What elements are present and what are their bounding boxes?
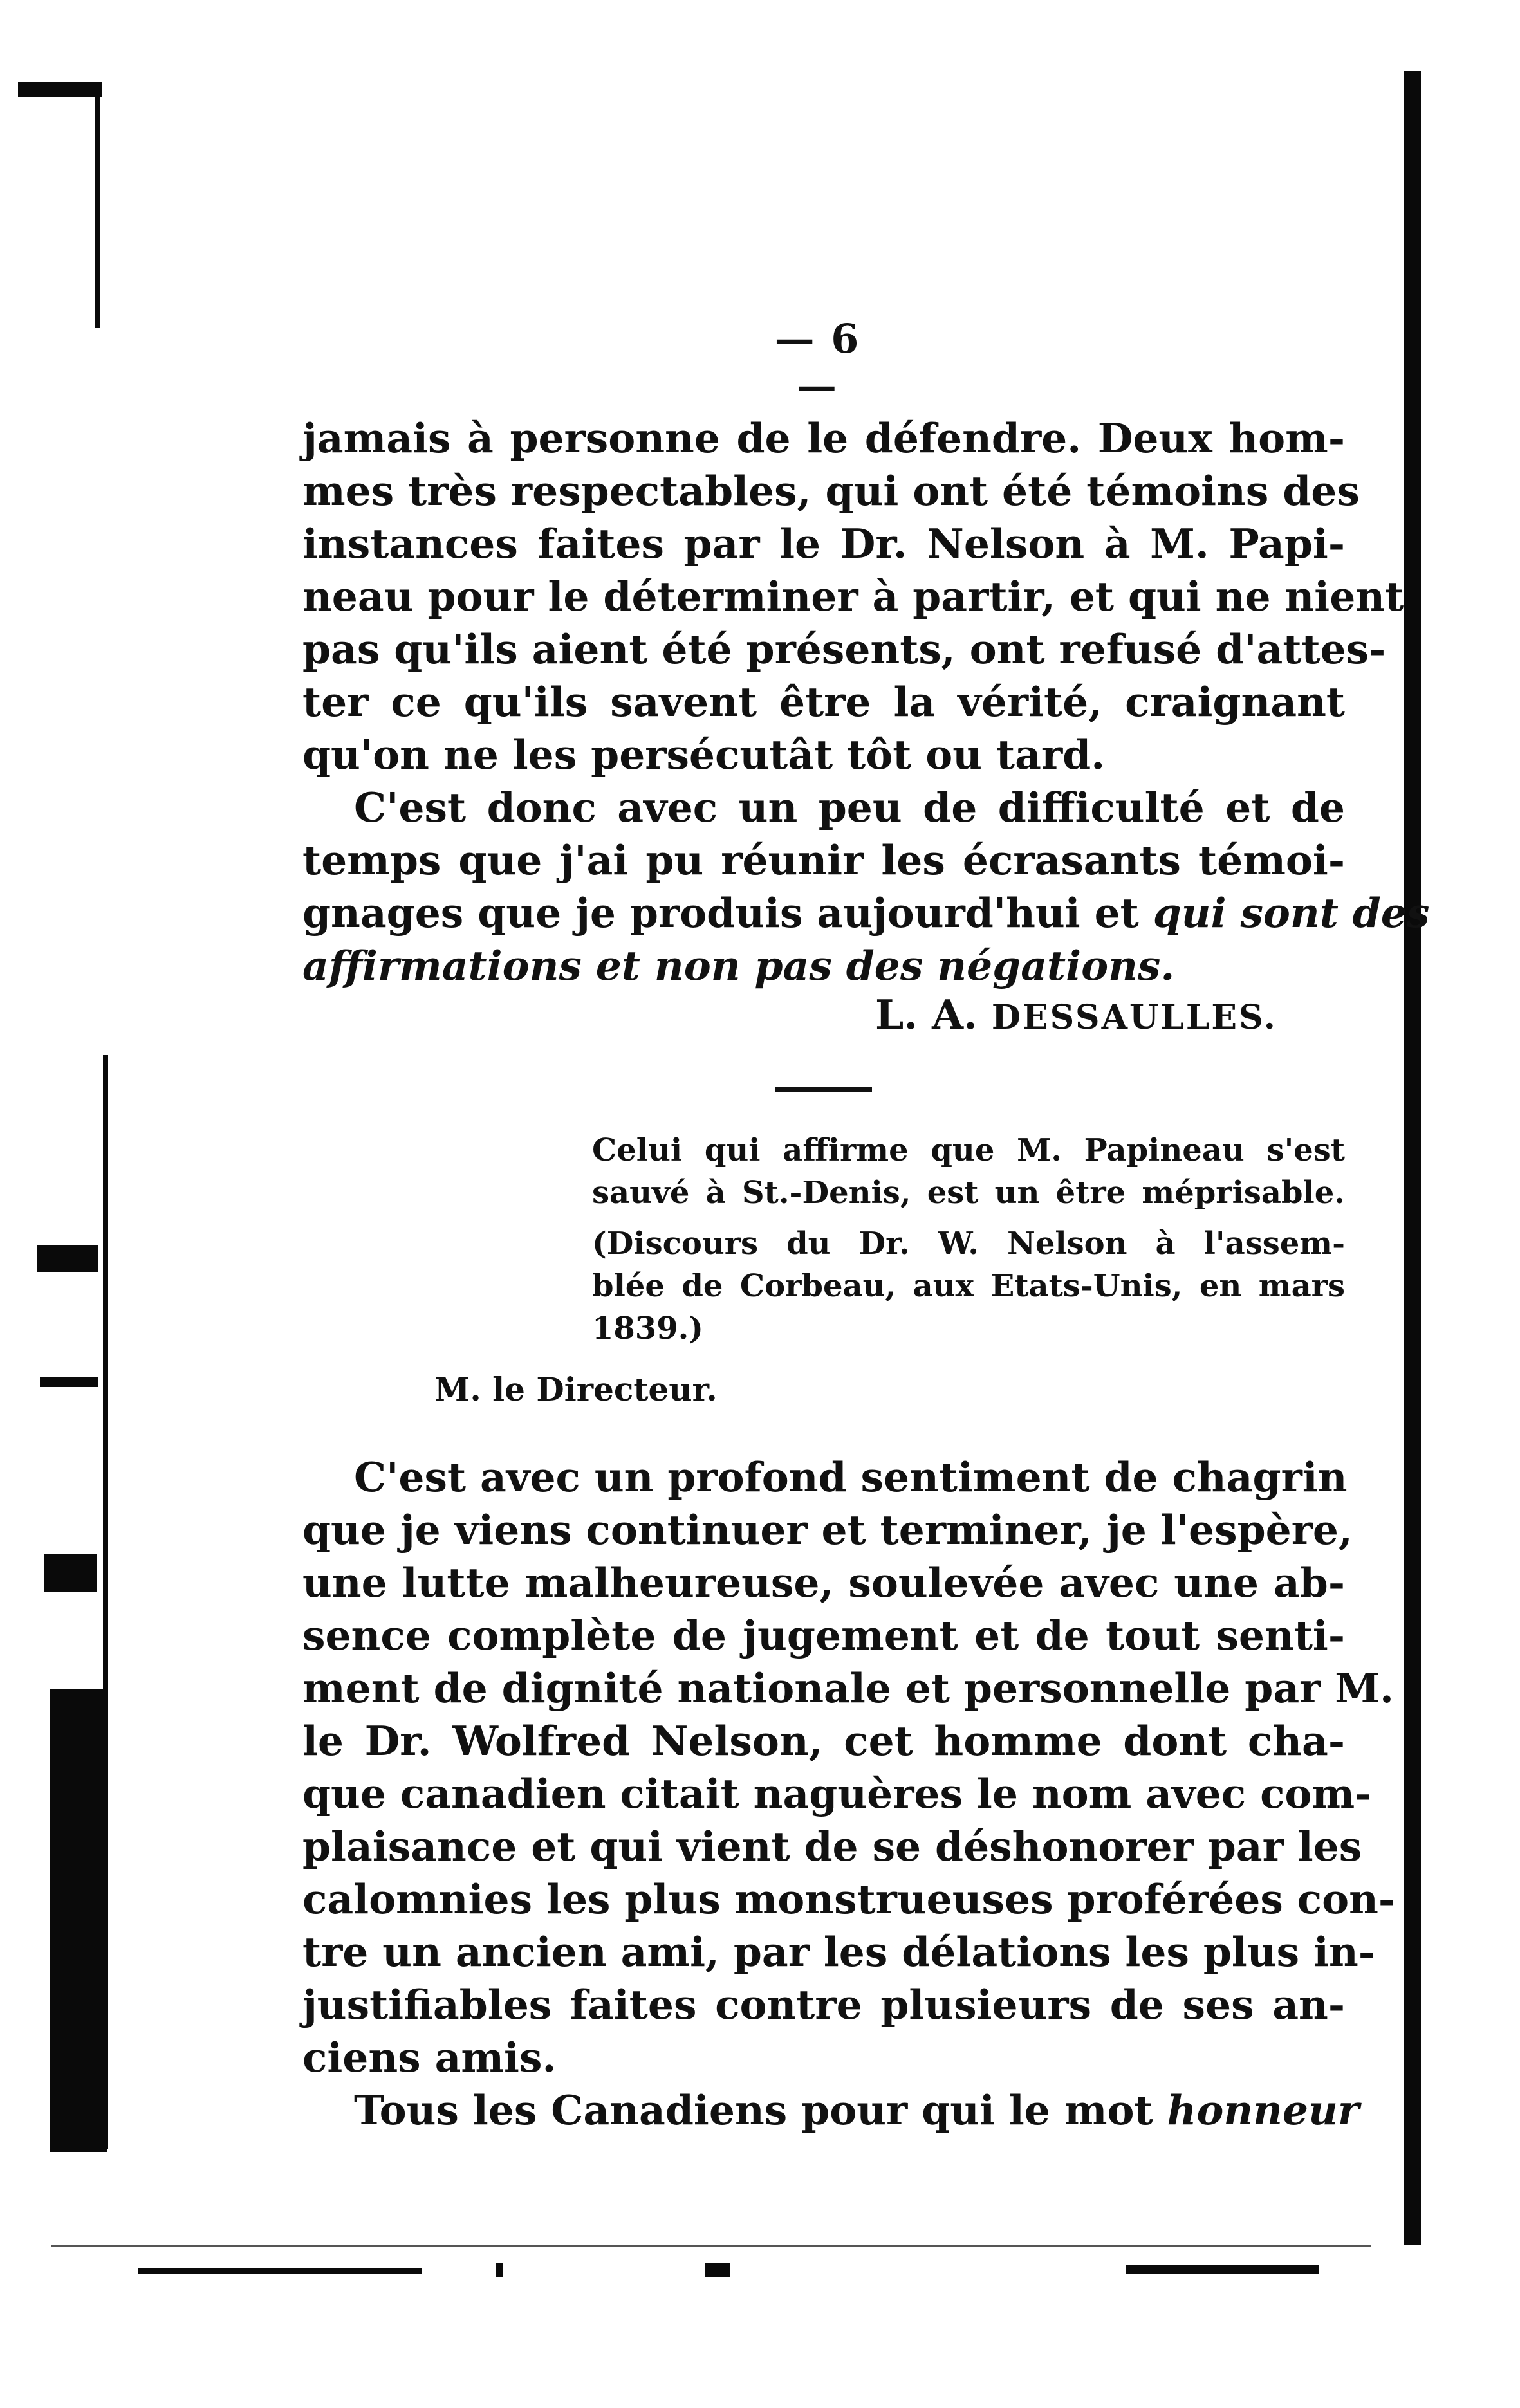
letter-salutation: M. le Directeur. — [434, 1370, 718, 1408]
text-line: plaisance et qui vient de se déshonorer par les — [302, 1823, 1362, 1870]
letter-body — [302, 1451, 1396, 2137]
text-line: ter ce qu'ils savent être la vérité, craignant — [302, 678, 1345, 726]
text-line — [302, 2084, 1360, 2137]
epigraph-source — [592, 1222, 1345, 1350]
epigraph-line: blée de Corbeau, aux Etats-Unis, en mars — [592, 1268, 1345, 1304]
text-line: instances faites par le Dr. Nelson à M. Papi- — [302, 520, 1345, 567]
text-italic: affirmations et non pas des négations. — [302, 942, 1175, 989]
epigraph-line: 1839.) — [592, 1310, 704, 1346]
text-line: tre un ancien ami, par les délations les plus in- — [302, 1928, 1375, 1976]
text-line: temps que j'ai pu réunir les écrasants témoi- — [302, 836, 1345, 884]
scan-mark-bottom-line — [51, 2245, 1371, 2247]
scan-mark-bottom — [705, 2263, 730, 2277]
epigraph-quote — [592, 1129, 1345, 1214]
text-line: ciens amis. — [302, 2034, 557, 2081]
text-line: C'est donc avec un peu de difficulté et de — [354, 784, 1345, 831]
text-line: C'est avec un profond sentiment de chagrin — [354, 1453, 1348, 1501]
signature-initials: L. A. — [875, 991, 992, 1038]
text-line: jamais à personne de le défendre. Deux hom- — [302, 414, 1345, 462]
text-line: calomnies les plus monstrueuses proférées con- — [302, 1875, 1396, 1923]
text-line: neau pour le déterminer à partir, et qui ne nient — [302, 573, 1404, 620]
paragraph-continuation — [302, 412, 1430, 992]
scan-mark-left-block — [44, 1554, 97, 1592]
text-line — [302, 887, 1430, 939]
text-line: qu'on ne les persécutât tôt ou tard. — [302, 731, 1106, 778]
scan-mark-bottom — [138, 2268, 422, 2274]
text-line: une lutte malheureuse, soulevée avec une ab- — [302, 1559, 1345, 1606]
scan-mark-left-block — [50, 1689, 107, 2152]
scan-mark-bottom — [1126, 2265, 1319, 2274]
section-divider — [775, 1087, 872, 1092]
text-line: ment de dignité nationale et personnelle par M. — [302, 1664, 1394, 1712]
text-line: justifiables faites contre plusieurs de ses an- — [302, 1981, 1345, 2028]
text-line: le Dr. Wolfred Nelson, cet homme dont cha- — [302, 1717, 1345, 1765]
text-line — [302, 939, 1345, 992]
signature-surname: DESSAULLES. — [991, 998, 1277, 1037]
text-italic: honneur — [1167, 2086, 1360, 2134]
signature — [875, 991, 1277, 1038]
text-line: que je viens continuer et terminer, je l'espère, — [302, 1506, 1353, 1554]
epigraph-line: (Discours du Dr. W. Nelson à l'assem- — [592, 1226, 1345, 1262]
text-line: que canadien citait naguères le nom avec com- — [302, 1770, 1372, 1817]
scan-mark-left-block — [37, 1245, 98, 1272]
text-line: mes très respectables, qui ont été témoins des — [302, 467, 1360, 515]
text-italic: qui sont des — [1153, 889, 1430, 937]
scan-mark-top-left — [18, 82, 102, 97]
text-line: sence complète de jugement et de tout senti- — [302, 1612, 1345, 1659]
scan-mark-left-block — [40, 1377, 98, 1387]
page-number: — 6 — — [774, 315, 860, 409]
epigraph-line: sauvé à St.-Denis, est un être méprisable. — [592, 1175, 1345, 1211]
epigraph-line: Celui qui affirme que M. Papineau s'est — [592, 1132, 1345, 1168]
text-roman: Tous les Canadiens pour qui le mot — [354, 2086, 1167, 2134]
scan-mark-bottom — [496, 2263, 503, 2277]
scan-mark-top-left-vertical — [95, 97, 100, 328]
text-roman: gnages que je produis aujourd'hui et — [302, 889, 1153, 937]
text-line: pas qu'ils aient été présents, ont refusé d'attes- — [302, 625, 1386, 673]
scan-border-right — [1404, 71, 1421, 2245]
